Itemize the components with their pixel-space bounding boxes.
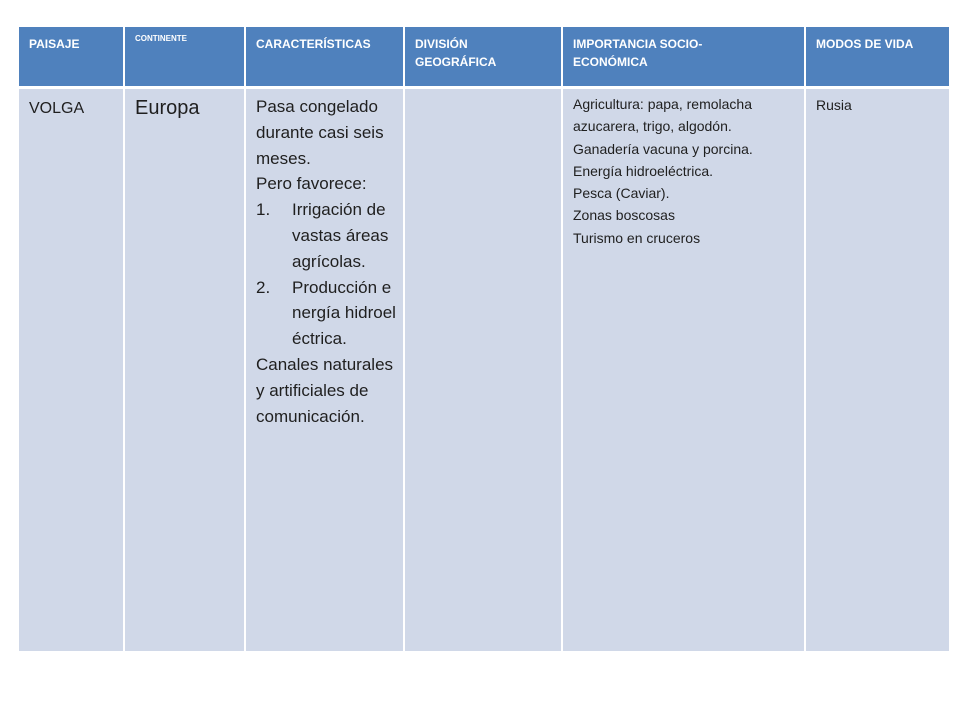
list-item	[256, 275, 399, 352]
importancia-line: Pesca (Caviar).	[573, 185, 670, 202]
cell-modos-de-vida: Rusia	[816, 97, 852, 113]
header-importancia-socio-economica: IMPORTANCIA SOCIO-ECONÓMICA	[563, 27, 806, 86]
data-table	[19, 27, 949, 651]
cell-paisaje: VOLGA	[19, 89, 125, 651]
importancia-line: Zonas boscosas	[573, 207, 675, 224]
list-item	[256, 197, 399, 274]
cell-caracteristicas	[246, 89, 405, 651]
caracteristicas-intro-2: Pero favorece:	[256, 174, 367, 194]
table-header-row	[19, 27, 949, 86]
cell-division-geografica	[405, 89, 563, 651]
header-division-geografica: DIVISIÓN GEOGRÁFICA	[405, 27, 563, 86]
header-paisaje: PAISAJE	[19, 27, 125, 86]
caracteristicas-outro: Canales naturales y artificiales de comunicación.	[256, 354, 394, 426]
list-text: Producción energía hidroeléctrica.	[292, 277, 396, 349]
caracteristicas-intro-1: Pasa congelado durante casi seis meses.	[256, 97, 384, 168]
header-continente: CONTINENTE	[125, 27, 246, 86]
list-number: 1.	[256, 200, 271, 220]
cell-importancia	[563, 89, 806, 651]
importancia-line: Agricultura: papa, remolacha azucarera, trigo, algodón.	[573, 96, 752, 135]
importancia-line: Energía hidroeléctrica.	[573, 162, 714, 179]
table-row	[19, 89, 949, 651]
list-number: 2.	[256, 277, 271, 297]
caracteristicas-list	[256, 197, 399, 352]
header-caracteristicas: CARACTERÍSTICAS	[246, 27, 405, 86]
list-text: Irrigación de vastas áreas agrícolas.	[292, 200, 389, 271]
cell-continente: Europa	[125, 89, 246, 651]
importancia-line: Turismo en cruceros	[573, 229, 701, 246]
header-modos-de-vida: MODOS DE VIDA	[816, 37, 914, 51]
importancia-line: Ganadería vacuna y porcina.	[573, 140, 753, 157]
